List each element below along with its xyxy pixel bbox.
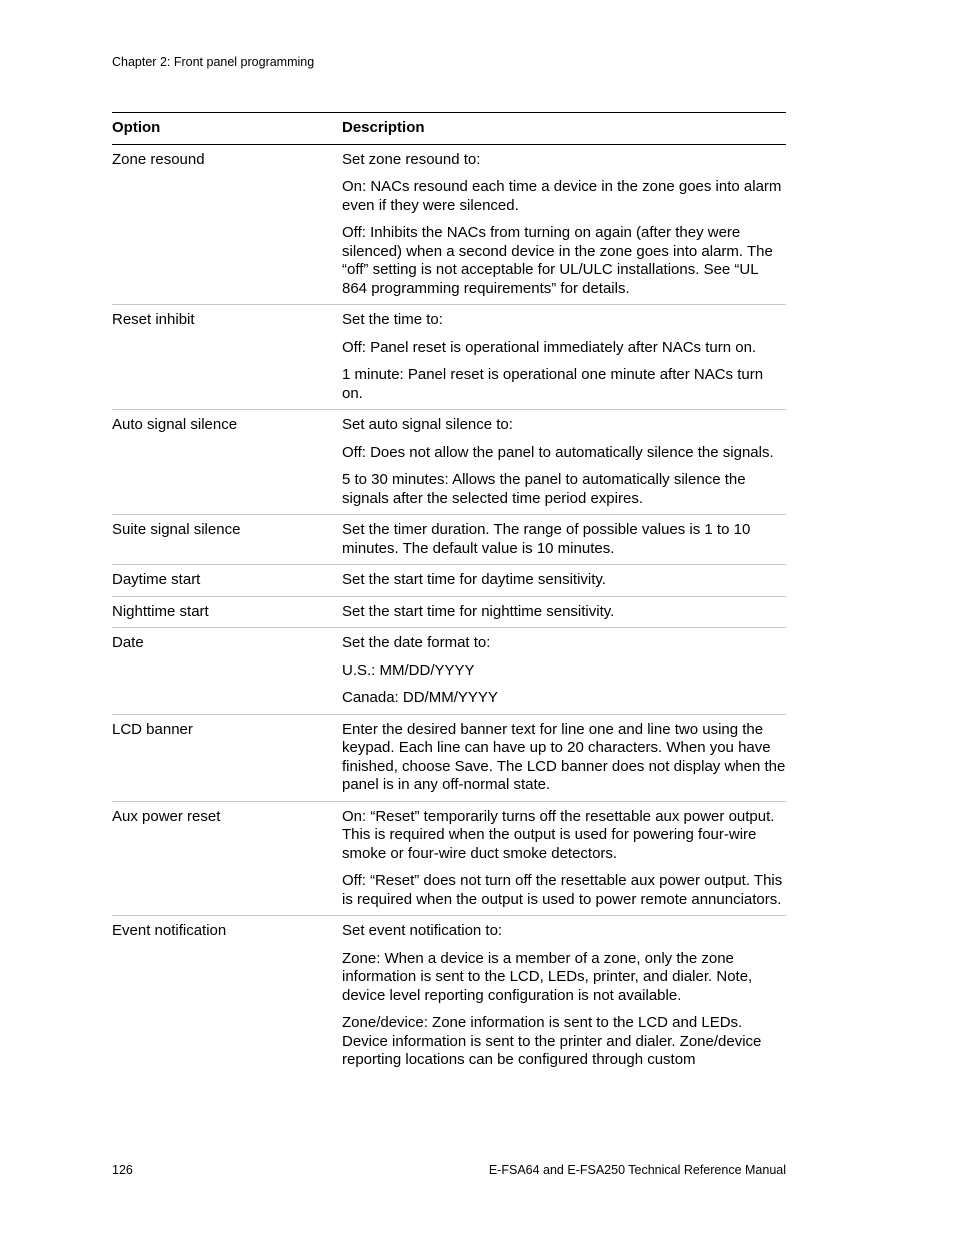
- option-cell: Date: [112, 628, 342, 715]
- description-paragraph: Canada: DD/MM/YYYY: [342, 689, 498, 706]
- option-cell: Suite signal silence: [112, 515, 342, 565]
- column-header-description: Description: [342, 113, 786, 145]
- description-cell: [342, 144, 786, 305]
- table-header-row: [112, 113, 786, 145]
- description-cell: [342, 305, 786, 410]
- table-row: [112, 596, 786, 628]
- description-paragraph: Zone/device: Zone information is sent to the LCD and LEDs. Device information is sent to the printer and dialer. Zone/device reporting locations can be configured through custom: [342, 1014, 762, 1068]
- table-row: [112, 801, 786, 916]
- options-table: [112, 112, 786, 1076]
- option-cell: Zone resound: [112, 144, 342, 305]
- page-number: 126: [112, 1163, 133, 1177]
- table-row: [112, 410, 786, 515]
- table-row: [112, 305, 786, 410]
- table-row: [112, 144, 786, 305]
- description-paragraph: 1 minute: Panel reset is operational one minute after NACs turn on.: [342, 366, 764, 402]
- table-row: [112, 515, 786, 565]
- description-paragraph: Set event notification to:: [342, 922, 503, 939]
- table-body: [112, 144, 786, 1076]
- description-paragraph: U.S.: MM/DD/YYYY: [342, 661, 475, 679]
- option-cell: Auto signal silence: [112, 410, 342, 515]
- description-cell: [342, 565, 786, 597]
- table-row: [112, 565, 786, 597]
- running-header: Chapter 2: Front panel programming: [112, 55, 315, 69]
- option-cell: Daytime start: [112, 565, 342, 597]
- description-paragraph: Off: Panel reset is operational immediately after NACs turn on.: [342, 338, 757, 356]
- description-paragraph: On: NACs resound each time a device in the zone goes into alarm even if they were silenced.: [342, 178, 782, 214]
- description-paragraph: Zone: When a device is a member of a zone, only the zone information is sent to the LCD, LEDs, printer, and dialer. Note, device level reporting configuration is not available.: [342, 949, 753, 1004]
- table-row: [112, 628, 786, 715]
- description-cell: [342, 916, 786, 1076]
- description-cell: [342, 596, 786, 628]
- description-paragraph: Set the time to:: [342, 311, 443, 328]
- description-paragraph: Off: “Reset” does not turn off the resettable aux power output. This is required when the output is used to power remote annunciators.: [342, 872, 783, 908]
- option-cell: LCD banner: [112, 714, 342, 801]
- description-paragraph: Off: Inhibits the NACs from turning on again (after they were silenced) when a second device in the zone goes into alarm. The “off” setting is not acceptable for UL/ULC installations. See “UL 864 programming requirements” for details.: [342, 224, 773, 297]
- description-paragraph: Set the date format to:: [342, 634, 491, 651]
- option-cell: Aux power reset: [112, 801, 342, 916]
- option-cell: Nighttime start: [112, 596, 342, 628]
- description-paragraph: 5 to 30 minutes: Allows the panel to automatically silence the signals after the selected time period expires.: [342, 471, 746, 507]
- description-paragraph: Enter the desired banner text for line one and line two using the keypad. Each line can have up to 20 characters. When you have finished, choose Save. The LCD banner does not display when the panel is in any off-normal state.: [342, 720, 786, 793]
- description-paragraph: Set the timer duration. The range of possible values is 1 to 10 minutes. The default value is 10 minutes.: [342, 521, 751, 557]
- table-row: [112, 916, 786, 1076]
- description-cell: [342, 714, 786, 801]
- manual-title: E-FSA64 and E-FSA250 Technical Reference Manual: [488, 1163, 786, 1177]
- description-cell: [342, 410, 786, 515]
- option-cell: Event notification: [112, 922, 227, 939]
- column-header-option: Option: [112, 113, 342, 145]
- option-cell: Reset inhibit: [112, 305, 342, 410]
- description-paragraph: On: “Reset” temporarily turns off the resettable aux power output. This is required when the output is used for powering four-wire smoke or four-wire duct smoke detectors.: [342, 807, 775, 862]
- description-cell: [342, 628, 786, 715]
- description-cell: [342, 801, 786, 916]
- description-paragraph: Set the start time for nighttime sensitivity.: [342, 602, 615, 620]
- description-cell: [342, 515, 786, 565]
- description-paragraph: Off: Does not allow the panel to automatically silence the signals.: [342, 443, 774, 461]
- description-paragraph: Set zone resound to:: [342, 150, 481, 168]
- description-paragraph: Set auto signal silence to:: [342, 416, 513, 433]
- table-row: [112, 714, 786, 801]
- description-paragraph: Set the start time for daytime sensitivity.: [342, 571, 606, 588]
